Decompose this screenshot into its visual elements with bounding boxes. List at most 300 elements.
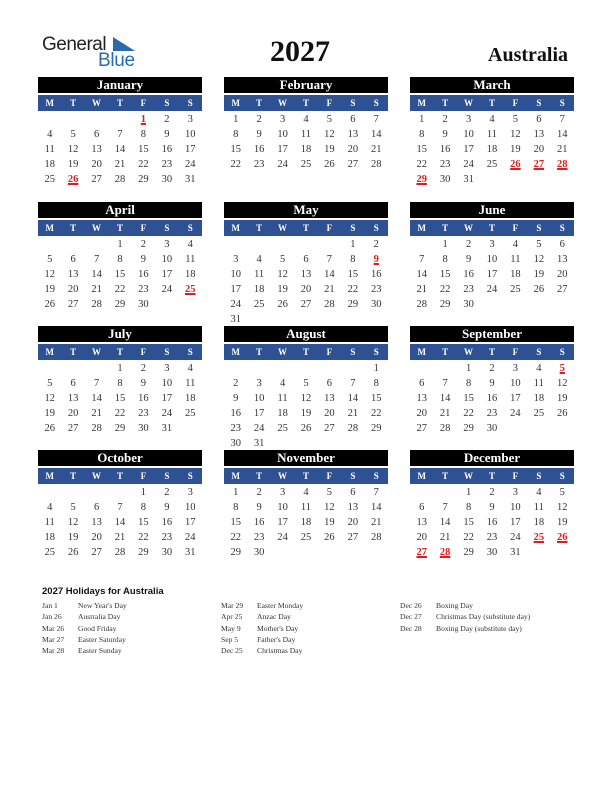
day-cell: 11 bbox=[185, 378, 196, 389]
day-cell: 1 bbox=[373, 363, 379, 374]
day-cell: 27 bbox=[67, 299, 79, 310]
day-cell: 13 bbox=[416, 393, 427, 404]
day-cell: 5 bbox=[326, 487, 333, 498]
day-cell: 17 bbox=[253, 408, 265, 419]
day-cell: 18 bbox=[185, 393, 196, 404]
holiday-day-cell: 25 bbox=[185, 284, 196, 295]
day-cell: 15 bbox=[230, 144, 241, 155]
day-cell: 25 bbox=[44, 547, 55, 558]
day-cell: 2 bbox=[489, 487, 495, 498]
holiday-row bbox=[400, 600, 579, 611]
day-cell: 10 bbox=[161, 254, 173, 265]
holiday-list-title: 2027 Holidays for Australia bbox=[42, 586, 164, 597]
day-cell: 12 bbox=[44, 269, 55, 280]
day-cell: 4 bbox=[512, 239, 519, 250]
day-cell: 14 bbox=[114, 144, 126, 155]
holiday-name: Easter Sunday bbox=[78, 646, 122, 656]
day-cell: 22 bbox=[230, 532, 241, 543]
day-cell: 8 bbox=[117, 254, 123, 265]
day-cell: 12 bbox=[44, 393, 55, 404]
day-cell: 28 bbox=[91, 423, 102, 434]
empty-day-cell bbox=[85, 112, 108, 127]
day-cell: 21 bbox=[91, 408, 102, 419]
day-cell: 29 bbox=[114, 299, 126, 310]
day-cell: 26 bbox=[557, 408, 568, 419]
day-cell: 30 bbox=[161, 174, 173, 185]
day-cell: 20 bbox=[533, 144, 545, 155]
weekday-label: M bbox=[417, 471, 426, 481]
holiday-column bbox=[42, 600, 221, 656]
day-cell: 6 bbox=[559, 239, 565, 250]
day-cell: 27 bbox=[91, 547, 102, 558]
day-cell: 19 bbox=[324, 144, 335, 155]
day-cell: 2 bbox=[164, 487, 170, 498]
day-cell: 3 bbox=[233, 254, 239, 265]
day-cell: 30 bbox=[161, 547, 173, 558]
day-cell: 12 bbox=[510, 129, 521, 140]
weekday-header bbox=[38, 95, 202, 111]
day-cell: 17 bbox=[510, 517, 521, 528]
empty-day-cell bbox=[271, 237, 294, 252]
day-cell: 18 bbox=[486, 144, 498, 155]
day-cell: 4 bbox=[256, 254, 262, 265]
holiday-row bbox=[42, 634, 221, 645]
empty-day-cell bbox=[224, 361, 247, 376]
month-title: July bbox=[38, 326, 202, 342]
day-cell: 23 bbox=[486, 408, 498, 419]
weekday-label: M bbox=[45, 223, 54, 233]
day-cell: 12 bbox=[533, 254, 545, 265]
day-cell: 14 bbox=[416, 269, 427, 280]
holiday-name: Easter Monday bbox=[257, 601, 304, 610]
day-cell: 30 bbox=[138, 299, 149, 310]
day-cell: 27 bbox=[557, 284, 568, 295]
day-cell: 19 bbox=[67, 532, 79, 543]
weekday-label: F bbox=[512, 223, 519, 233]
day-cell: 26 bbox=[324, 532, 335, 543]
holiday-date: Sep 5 bbox=[221, 634, 239, 644]
day-cell: 30 bbox=[486, 423, 498, 434]
day-cell: 2 bbox=[140, 363, 147, 374]
day-cell: 7 bbox=[93, 254, 100, 265]
weekday-label: S bbox=[373, 347, 379, 357]
empty-day-cell bbox=[247, 361, 270, 376]
empty-day-cell bbox=[341, 361, 364, 376]
day-cell: 29 bbox=[114, 423, 126, 434]
day-cell: 25 bbox=[300, 532, 312, 543]
weekday-header bbox=[410, 95, 574, 111]
day-cell: 2 bbox=[233, 378, 239, 389]
empty-day-cell bbox=[294, 237, 317, 252]
month-march bbox=[410, 77, 574, 187]
day-cell: 16 bbox=[161, 517, 173, 528]
weekday-label: F bbox=[326, 471, 333, 481]
day-cell: 20 bbox=[91, 532, 102, 543]
day-cell: 11 bbox=[185, 254, 196, 265]
day-cell: 17 bbox=[277, 517, 288, 528]
day-cell: 20 bbox=[67, 408, 79, 419]
day-cell: 20 bbox=[347, 144, 359, 155]
day-cell: 9 bbox=[164, 129, 170, 140]
day-cell: 7 bbox=[117, 502, 123, 513]
weekday-label: T bbox=[302, 223, 309, 233]
empty-day-cell bbox=[433, 485, 456, 500]
day-cell: 31 bbox=[253, 438, 265, 449]
day-cell: 15 bbox=[463, 393, 474, 404]
empty-day-cell bbox=[318, 237, 341, 252]
day-cell: 13 bbox=[91, 144, 102, 155]
day-cell: 26 bbox=[44, 423, 55, 434]
weekday-label: F bbox=[326, 347, 333, 357]
day-cell: 26 bbox=[300, 423, 312, 434]
day-cell: 4 bbox=[303, 487, 309, 498]
day-cell: 5 bbox=[47, 378, 53, 389]
holiday-date: Mar 28 bbox=[42, 646, 65, 656]
day-cell: 7 bbox=[419, 254, 425, 265]
day-cell: 26 bbox=[533, 284, 545, 295]
day-cell: 19 bbox=[300, 408, 312, 419]
day-cell: 31 bbox=[185, 547, 196, 558]
day-cell: 4 bbox=[489, 114, 495, 125]
holiday-date: Dec 25 bbox=[221, 646, 243, 656]
day-cell: 1 bbox=[140, 487, 147, 498]
day-cell: 10 bbox=[185, 502, 196, 513]
day-cell: 21 bbox=[439, 408, 451, 419]
holiday-date: Dec 28 bbox=[400, 623, 422, 633]
day-cell: 5 bbox=[303, 378, 309, 389]
day-cell: 6 bbox=[303, 254, 309, 265]
day-cell: 8 bbox=[373, 378, 379, 389]
holiday-name: Boxing Day (substitute day) bbox=[436, 623, 522, 633]
day-cell: 17 bbox=[486, 269, 498, 280]
day-cell: 30 bbox=[371, 299, 382, 310]
day-cell: 1 bbox=[117, 239, 123, 250]
day-cell: 6 bbox=[93, 502, 100, 513]
day-cell: 17 bbox=[185, 517, 196, 528]
day-cell: 14 bbox=[324, 269, 335, 280]
day-cell: 11 bbox=[533, 502, 544, 513]
day-cell: 31 bbox=[510, 547, 521, 558]
day-cell: 23 bbox=[371, 284, 382, 295]
day-cell: 28 bbox=[91, 299, 102, 310]
day-cell: 30 bbox=[230, 438, 241, 449]
day-cell: 13 bbox=[67, 269, 79, 280]
day-cell: 10 bbox=[253, 393, 265, 404]
day-cell: 1 bbox=[419, 114, 425, 125]
day-grid bbox=[224, 361, 388, 451]
day-cell: 29 bbox=[138, 174, 149, 185]
day-cell: 24 bbox=[253, 423, 265, 434]
day-cell: 18 bbox=[510, 269, 521, 280]
holiday-date: Mar 29 bbox=[221, 601, 244, 610]
day-cell: 19 bbox=[324, 517, 335, 528]
weekday-header bbox=[410, 344, 574, 360]
weekday-label: M bbox=[45, 347, 54, 357]
day-cell: 29 bbox=[347, 299, 359, 310]
empty-day-cell bbox=[271, 361, 294, 376]
day-cell: 28 bbox=[114, 547, 126, 558]
day-cell: 3 bbox=[512, 487, 519, 498]
weekday-label: W bbox=[92, 98, 102, 108]
holiday-row bbox=[221, 611, 400, 622]
day-cell: 9 bbox=[442, 129, 448, 140]
day-cell: 25 bbox=[486, 159, 498, 170]
weekday-label: W bbox=[278, 98, 288, 108]
holiday-name: Good Friday bbox=[78, 623, 117, 633]
holiday-date: May 9 bbox=[221, 623, 241, 633]
month-may bbox=[224, 202, 388, 327]
day-cell: 5 bbox=[326, 114, 333, 125]
weekday-label: T bbox=[70, 98, 77, 108]
day-cell: 4 bbox=[536, 487, 542, 498]
day-cell: 14 bbox=[557, 129, 568, 140]
weekday-label: F bbox=[140, 471, 147, 481]
holiday-day-cell: 26 bbox=[510, 159, 521, 170]
day-cell: 12 bbox=[277, 269, 288, 280]
day-cell: 27 bbox=[347, 532, 359, 543]
empty-day-cell bbox=[61, 112, 84, 127]
weekday-label: T bbox=[70, 223, 77, 233]
day-cell: 15 bbox=[416, 144, 427, 155]
day-cell: 15 bbox=[463, 517, 474, 528]
day-cell: 4 bbox=[187, 239, 193, 250]
day-cell: 14 bbox=[347, 393, 359, 404]
day-cell: 11 bbox=[486, 129, 498, 140]
day-cell: 17 bbox=[463, 144, 474, 155]
empty-day-cell bbox=[224, 237, 247, 252]
day-cell: 23 bbox=[439, 159, 451, 170]
weekday-label: S bbox=[187, 471, 193, 481]
day-cell: 16 bbox=[463, 269, 474, 280]
day-cell: 15 bbox=[114, 393, 126, 404]
day-cell: 24 bbox=[161, 284, 173, 295]
day-cell: 14 bbox=[439, 393, 451, 404]
holiday-date: Dec 26 bbox=[400, 601, 422, 610]
holiday-name: Boxing Day bbox=[436, 601, 473, 610]
day-cell: 17 bbox=[230, 284, 241, 295]
weekday-label: W bbox=[464, 223, 474, 233]
day-cell: 25 bbox=[277, 423, 288, 434]
day-cell: 9 bbox=[489, 502, 495, 513]
weekday-label: M bbox=[231, 471, 240, 481]
weekday-label: T bbox=[116, 98, 123, 108]
day-cell: 16 bbox=[486, 517, 498, 528]
day-cell: 9 bbox=[489, 378, 495, 389]
day-cell: 16 bbox=[439, 144, 451, 155]
day-cell: 20 bbox=[347, 517, 359, 528]
day-grid bbox=[410, 112, 574, 187]
weekday-label: W bbox=[278, 223, 288, 233]
day-cell: 24 bbox=[510, 532, 521, 543]
weekday-label: F bbox=[326, 223, 333, 233]
day-cell: 22 bbox=[138, 532, 149, 543]
day-cell: 21 bbox=[114, 159, 126, 170]
day-cell: 15 bbox=[347, 269, 359, 280]
day-cell: 31 bbox=[230, 314, 241, 325]
day-cell: 1 bbox=[442, 239, 448, 250]
day-cell: 17 bbox=[161, 269, 173, 280]
holiday-row bbox=[42, 600, 221, 611]
holiday-day-cell: 28 bbox=[439, 547, 451, 558]
day-cell: 12 bbox=[67, 517, 79, 528]
day-cell: 3 bbox=[512, 363, 519, 374]
weekday-label: S bbox=[187, 223, 193, 233]
day-cell: 9 bbox=[164, 502, 170, 513]
weekday-label: T bbox=[442, 98, 449, 108]
day-cell: 28 bbox=[324, 299, 335, 310]
weekday-label: W bbox=[464, 347, 474, 357]
weekday-label: W bbox=[92, 471, 102, 481]
empty-day-cell bbox=[85, 237, 108, 252]
day-cell: 17 bbox=[510, 393, 521, 404]
day-cell: 16 bbox=[253, 517, 265, 528]
day-cell: 25 bbox=[253, 299, 265, 310]
day-cell: 22 bbox=[114, 284, 126, 295]
weekday-label: S bbox=[350, 347, 356, 357]
month-november bbox=[224, 450, 388, 560]
day-grid bbox=[410, 485, 574, 560]
day-cell: 2 bbox=[256, 114, 262, 125]
day-cell: 16 bbox=[138, 269, 149, 280]
weekday-label: W bbox=[92, 347, 102, 357]
month-title: March bbox=[410, 77, 574, 93]
day-cell: 20 bbox=[91, 159, 102, 170]
day-cell: 6 bbox=[536, 114, 542, 125]
day-cell: 29 bbox=[463, 423, 474, 434]
day-cell: 20 bbox=[416, 408, 427, 419]
day-cell: 9 bbox=[140, 254, 147, 265]
day-cell: 4 bbox=[536, 363, 542, 374]
day-cell: 9 bbox=[233, 393, 239, 404]
holiday-date: Mar 27 bbox=[42, 634, 65, 644]
holiday-list bbox=[42, 586, 582, 656]
weekday-label: S bbox=[187, 347, 193, 357]
holiday-day-cell: 27 bbox=[416, 547, 427, 558]
day-cell: 13 bbox=[91, 517, 102, 528]
day-cell: 16 bbox=[486, 393, 498, 404]
day-cell: 8 bbox=[465, 378, 472, 389]
day-cell: 25 bbox=[44, 174, 55, 185]
weekday-header bbox=[224, 95, 388, 111]
day-cell: 22 bbox=[114, 408, 126, 419]
day-cell: 3 bbox=[465, 114, 472, 125]
day-cell: 13 bbox=[416, 517, 427, 528]
day-cell: 2 bbox=[442, 114, 448, 125]
day-cell: 8 bbox=[350, 254, 356, 265]
month-title: June bbox=[410, 202, 574, 218]
day-cell: 11 bbox=[533, 378, 544, 389]
empty-day-cell bbox=[38, 112, 61, 127]
weekday-label: W bbox=[278, 471, 288, 481]
day-cell: 13 bbox=[347, 129, 359, 140]
day-cell: 12 bbox=[557, 502, 568, 513]
weekday-header bbox=[410, 468, 574, 484]
day-cell: 12 bbox=[300, 393, 312, 404]
holiday-row bbox=[400, 611, 579, 622]
weekday-label: W bbox=[464, 471, 474, 481]
holiday-name: Mother's Day bbox=[257, 623, 299, 633]
weekday-label: M bbox=[231, 223, 240, 233]
day-cell: 24 bbox=[277, 532, 288, 543]
weekday-label: M bbox=[417, 347, 426, 357]
holiday-name: Australia Day bbox=[78, 612, 121, 622]
weekday-label: F bbox=[140, 223, 147, 233]
day-cell: 17 bbox=[185, 144, 196, 155]
weekday-label: S bbox=[373, 223, 379, 233]
day-cell: 19 bbox=[557, 393, 568, 404]
empty-day-cell bbox=[38, 361, 61, 376]
day-cell: 15 bbox=[230, 517, 241, 528]
day-cell: 8 bbox=[140, 129, 147, 140]
day-cell: 9 bbox=[465, 254, 472, 265]
day-cell: 22 bbox=[439, 284, 451, 295]
month-december bbox=[410, 450, 574, 560]
day-cell: 15 bbox=[371, 393, 382, 404]
day-cell: 20 bbox=[557, 269, 568, 280]
day-cell: 14 bbox=[91, 269, 102, 280]
month-february bbox=[224, 77, 388, 172]
weekday-label: F bbox=[140, 347, 147, 357]
empty-day-cell bbox=[38, 237, 61, 252]
day-cell: 21 bbox=[114, 532, 126, 543]
day-cell: 1 bbox=[465, 487, 472, 498]
country-title: Australia bbox=[488, 44, 568, 66]
day-cell: 19 bbox=[277, 284, 288, 295]
day-cell: 9 bbox=[140, 378, 147, 389]
weekday-label: T bbox=[302, 471, 309, 481]
holiday-row bbox=[42, 645, 221, 656]
weekday-label: T bbox=[256, 98, 263, 108]
day-cell: 28 bbox=[347, 423, 359, 434]
weekday-label: M bbox=[231, 347, 240, 357]
weekday-label: S bbox=[536, 471, 542, 481]
weekday-label: T bbox=[488, 98, 495, 108]
day-cell: 28 bbox=[439, 423, 451, 434]
holiday-name: Anzac Day bbox=[257, 612, 291, 622]
day-cell: 19 bbox=[510, 144, 521, 155]
day-cell: 8 bbox=[419, 129, 425, 140]
weekday-header bbox=[224, 220, 388, 236]
day-cell: 6 bbox=[350, 114, 356, 125]
day-cell: 1 bbox=[350, 239, 356, 250]
logo-text-general: General bbox=[42, 34, 107, 55]
holiday-date: Apr 25 bbox=[221, 612, 243, 622]
holiday-day-cell: 9 bbox=[373, 254, 379, 265]
day-cell: 21 bbox=[371, 517, 382, 528]
weekday-header bbox=[410, 220, 574, 236]
day-cell: 23 bbox=[486, 532, 498, 543]
day-cell: 18 bbox=[300, 144, 312, 155]
day-cell: 29 bbox=[371, 423, 382, 434]
day-cell: 26 bbox=[44, 299, 55, 310]
weekday-label: M bbox=[45, 471, 54, 481]
day-cell: 16 bbox=[138, 393, 149, 404]
day-cell: 11 bbox=[254, 269, 265, 280]
day-cell: 21 bbox=[347, 408, 359, 419]
holiday-columns bbox=[42, 600, 582, 656]
day-cell: 11 bbox=[300, 129, 312, 140]
day-cell: 10 bbox=[510, 502, 521, 513]
day-cell: 21 bbox=[324, 284, 335, 295]
month-title: October bbox=[38, 450, 202, 466]
day-cell: 7 bbox=[442, 502, 448, 513]
day-cell: 16 bbox=[230, 408, 241, 419]
weekday-header bbox=[38, 468, 202, 484]
day-cell: 23 bbox=[138, 284, 149, 295]
year-title: 2027 bbox=[270, 35, 330, 68]
day-cell: 22 bbox=[416, 159, 427, 170]
day-cell: 4 bbox=[303, 114, 309, 125]
